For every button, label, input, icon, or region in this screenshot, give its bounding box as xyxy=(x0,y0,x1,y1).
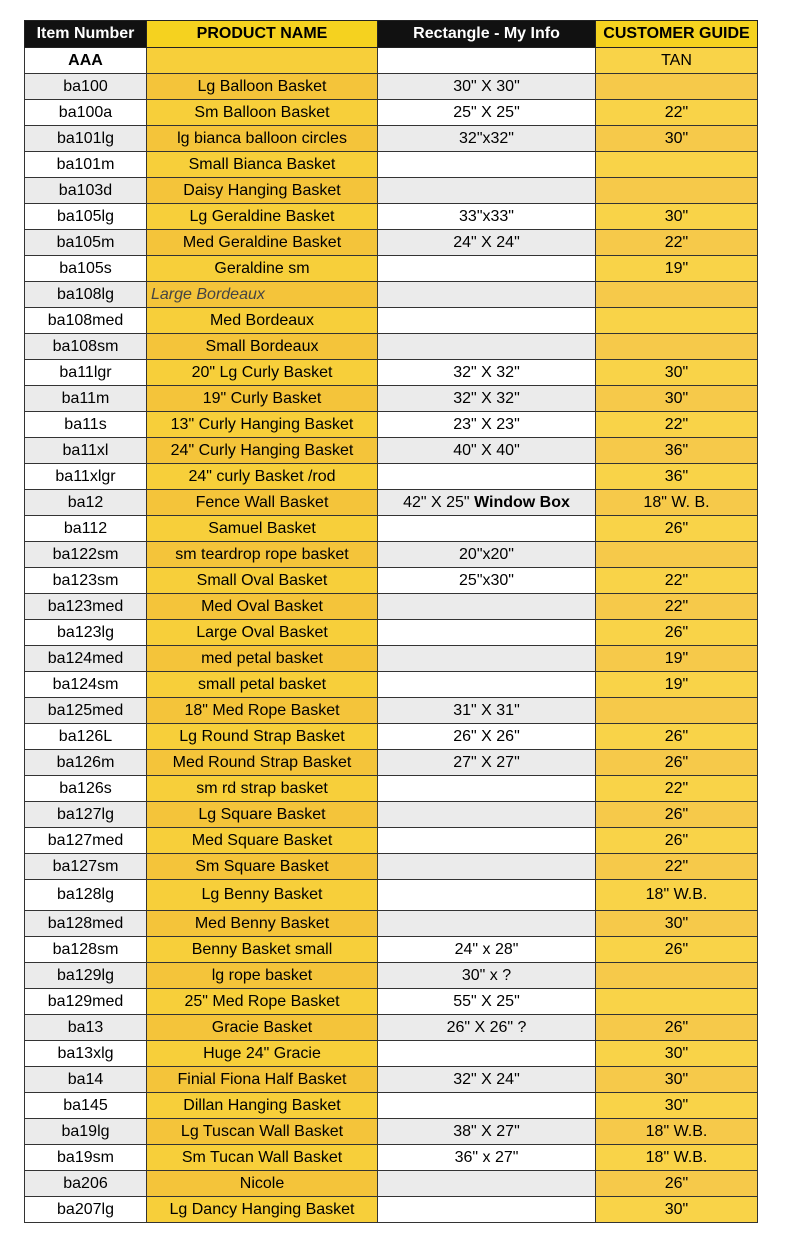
cell-item-number: ba13xlg xyxy=(25,1041,147,1067)
cell-item-number: ba124sm xyxy=(25,672,147,698)
header-row xyxy=(25,21,758,48)
table-row xyxy=(25,594,758,620)
cell-customer-guide: 30" xyxy=(596,911,758,937)
cell-item-number: ba127lg xyxy=(25,802,147,828)
cell-rectangle xyxy=(378,672,596,698)
cell-customer-guide: 26" xyxy=(596,1015,758,1041)
table-row xyxy=(25,750,758,776)
table-row xyxy=(25,360,758,386)
cell-product-name: 25" Med Rope Basket xyxy=(147,989,378,1015)
cell-item-number: ba108med xyxy=(25,308,147,334)
cell-rectangle xyxy=(378,256,596,282)
cell-product-name: Benny Basket small xyxy=(147,937,378,963)
table-row xyxy=(25,911,758,937)
cell-product-name: Lg Tuscan Wall Basket xyxy=(147,1119,378,1145)
cell-customer-guide: 19" xyxy=(596,646,758,672)
cell-customer-guide: 26" xyxy=(596,828,758,854)
table-row xyxy=(25,1015,758,1041)
cell-rectangle xyxy=(378,802,596,828)
cell-rectangle: 20"x20" xyxy=(378,542,596,568)
cell-product-name: Sm Tucan Wall Basket xyxy=(147,1145,378,1171)
table-row xyxy=(25,48,758,74)
cell-customer-guide: 30" xyxy=(596,204,758,230)
cell-rectangle: 32" X 24" xyxy=(378,1067,596,1093)
table-row xyxy=(25,542,758,568)
cell-product-name: Sm Balloon Basket xyxy=(147,100,378,126)
cell-customer-guide xyxy=(596,963,758,989)
cell-item-number: ba105lg xyxy=(25,204,147,230)
cell-rectangle: 40" X 40" xyxy=(378,438,596,464)
cell-item-number: ba13 xyxy=(25,1015,147,1041)
table-row xyxy=(25,1093,758,1119)
cell-rectangle: 55" X 25" xyxy=(378,989,596,1015)
cell-item-number: ba108sm xyxy=(25,334,147,360)
cell-customer-guide xyxy=(596,698,758,724)
cell-item-number: ba123lg xyxy=(25,620,147,646)
cell-customer-guide: 26" xyxy=(596,516,758,542)
cell-product-name: med petal basket xyxy=(147,646,378,672)
cell-product-name: Large Oval Basket xyxy=(147,620,378,646)
cell-item-number: ba123med xyxy=(25,594,147,620)
table-row xyxy=(25,438,758,464)
cell-rectangle: 25"x30" xyxy=(378,568,596,594)
cell-product-name: Nicole xyxy=(147,1171,378,1197)
cell-customer-guide: 26" xyxy=(596,802,758,828)
cell-customer-guide: 22" xyxy=(596,100,758,126)
cell-customer-guide: 26" xyxy=(596,1171,758,1197)
cell-customer-guide: 36" xyxy=(596,438,758,464)
cell-product-name: Dillan Hanging Basket xyxy=(147,1093,378,1119)
cell-rectangle xyxy=(378,1171,596,1197)
cell-customer-guide xyxy=(596,308,758,334)
header-customer-guide: CUSTOMER GUIDE xyxy=(596,21,758,48)
cell-item-number: ba125med xyxy=(25,698,147,724)
cell-rectangle xyxy=(378,464,596,490)
cell-product-name: Sm Square Basket xyxy=(147,854,378,880)
cell-item-number: ba11lgr xyxy=(25,360,147,386)
table-row xyxy=(25,386,758,412)
cell-product-name: Small Bianca Basket xyxy=(147,152,378,178)
cell-rectangle xyxy=(378,152,596,178)
cell-rectangle: 26" X 26" ? xyxy=(378,1015,596,1041)
cell-rectangle xyxy=(378,516,596,542)
table-row xyxy=(25,256,758,282)
cell-item-number: ba11s xyxy=(25,412,147,438)
cell-customer-guide: TAN xyxy=(596,48,758,74)
cell-customer-guide: 18" W.B. xyxy=(596,880,758,911)
cell-rectangle xyxy=(378,911,596,937)
cell-customer-guide: 30" xyxy=(596,360,758,386)
cell-rectangle xyxy=(378,490,596,516)
table-row xyxy=(25,204,758,230)
cell-customer-guide: 19" xyxy=(596,256,758,282)
cell-customer-guide: 30" xyxy=(596,126,758,152)
table-row xyxy=(25,178,758,204)
cell-rectangle xyxy=(378,880,596,911)
cell-product-name: small petal basket xyxy=(147,672,378,698)
cell-customer-guide xyxy=(596,152,758,178)
cell-product-name: 18" Med Rope Basket xyxy=(147,698,378,724)
cell-customer-guide xyxy=(596,989,758,1015)
cell-product-name: Daisy Hanging Basket xyxy=(147,178,378,204)
table-row xyxy=(25,828,758,854)
cell-item-number: AAA xyxy=(25,48,147,74)
cell-product-name: Samuel Basket xyxy=(147,516,378,542)
cell-customer-guide: 26" xyxy=(596,750,758,776)
table-row xyxy=(25,937,758,963)
cell-customer-guide: 36" xyxy=(596,464,758,490)
cell-item-number: ba103d xyxy=(25,178,147,204)
cell-rectangle: 26" X 26" xyxy=(378,724,596,750)
cell-product-name: Med Benny Basket xyxy=(147,911,378,937)
table-row xyxy=(25,100,758,126)
cell-rectangle xyxy=(378,178,596,204)
cell-rectangle xyxy=(378,620,596,646)
table-row xyxy=(25,620,758,646)
cell-customer-guide: 18" W.B. xyxy=(596,1119,758,1145)
table-row xyxy=(25,672,758,698)
cell-product-name: 24" curly Basket /rod xyxy=(147,464,378,490)
cell-rectangle xyxy=(378,854,596,880)
table-row xyxy=(25,1197,758,1223)
cell-rectangle xyxy=(378,1041,596,1067)
cell-rectangle xyxy=(378,308,596,334)
cell-item-number: ba122sm xyxy=(25,542,147,568)
cell-customer-guide: 30" xyxy=(596,1041,758,1067)
cell-product-name: Med Geraldine Basket xyxy=(147,230,378,256)
cell-product-name: Huge 24" Gracie xyxy=(147,1041,378,1067)
cell-customer-guide: 30" xyxy=(596,386,758,412)
cell-customer-guide xyxy=(596,282,758,308)
cell-item-number: ba14 xyxy=(25,1067,147,1093)
cell-item-number: ba19lg xyxy=(25,1119,147,1145)
cell-rectangle: 31" X 31" xyxy=(378,698,596,724)
cell-rectangle: 32" X 32" xyxy=(378,386,596,412)
cell-product-name: Lg Geraldine Basket xyxy=(147,204,378,230)
cell-item-number: ba112 xyxy=(25,516,147,542)
header-product-name: PRODUCT NAME xyxy=(147,21,378,48)
cell-customer-guide: 19" xyxy=(596,672,758,698)
cell-rectangle xyxy=(378,646,596,672)
cell-item-number: ba124med xyxy=(25,646,147,672)
cell-customer-guide: 18" W.B. xyxy=(596,1145,758,1171)
cell-item-number: ba129lg xyxy=(25,963,147,989)
table-row xyxy=(25,1119,758,1145)
table-body xyxy=(25,48,758,1223)
cell-item-number: ba129med xyxy=(25,989,147,1015)
cell-item-number: ba11xl xyxy=(25,438,147,464)
cell-item-number: ba101lg xyxy=(25,126,147,152)
cell-product-name: Geraldine sm xyxy=(147,256,378,282)
cell-item-number: ba108lg xyxy=(25,282,147,308)
cell-rectangle xyxy=(378,334,596,360)
cell-item-number: ba101m xyxy=(25,152,147,178)
cell-item-number: ba206 xyxy=(25,1171,147,1197)
cell-customer-guide xyxy=(596,178,758,204)
cell-rectangle: 32" X 32" xyxy=(378,360,596,386)
cell-item-number: ba11xlgr xyxy=(25,464,147,490)
cell-customer-guide: 30" xyxy=(596,1093,758,1119)
table-row xyxy=(25,568,758,594)
cell-rectangle xyxy=(378,828,596,854)
cell-item-number: ba11m xyxy=(25,386,147,412)
cell-product-name: Lg Benny Basket xyxy=(147,880,378,911)
cell-rectangle xyxy=(378,1197,596,1223)
cell-product-name: Lg Balloon Basket xyxy=(147,74,378,100)
table-row xyxy=(25,880,758,911)
cell-item-number: ba207lg xyxy=(25,1197,147,1223)
cell-rectangle xyxy=(378,282,596,308)
cell-item-number: ba126m xyxy=(25,750,147,776)
cell-rectangle: 23" X 23" xyxy=(378,412,596,438)
cell-customer-guide: 22" xyxy=(596,594,758,620)
table-row xyxy=(25,516,758,542)
table-row xyxy=(25,698,758,724)
table-row xyxy=(25,152,758,178)
cell-product-name: 13" Curly Hanging Basket xyxy=(147,412,378,438)
product-table-sheet xyxy=(24,20,757,1223)
cell-rectangle: 30" x ? xyxy=(378,963,596,989)
cell-rectangle xyxy=(378,1093,596,1119)
table-row xyxy=(25,308,758,334)
rectangle-size: 42" X 25" xyxy=(403,493,470,511)
cell-customer-guide: 30" xyxy=(596,1197,758,1223)
table-row xyxy=(25,724,758,750)
cell-product-name: Small Bordeaux xyxy=(147,334,378,360)
cell-rectangle: 30" X 30" xyxy=(378,74,596,100)
cell-product-name: Med Round Strap Basket xyxy=(147,750,378,776)
cell-item-number: ba105m xyxy=(25,230,147,256)
cell-product-name xyxy=(147,48,378,74)
cell-customer-guide xyxy=(596,542,758,568)
table-row xyxy=(25,334,758,360)
cell-item-number: ba19sm xyxy=(25,1145,147,1171)
cell-customer-guide: 30" xyxy=(596,1067,758,1093)
cell-rectangle xyxy=(378,594,596,620)
cell-product-name: lg bianca balloon circles xyxy=(147,126,378,152)
cell-rectangle: 25" X 25" xyxy=(378,100,596,126)
cell-customer-guide: 22" xyxy=(596,776,758,802)
cell-product-name: Fence Wall Basket xyxy=(147,490,378,516)
cell-item-number: ba126L xyxy=(25,724,147,750)
cell-customer-guide: 26" xyxy=(596,620,758,646)
table-row xyxy=(25,963,758,989)
table-row xyxy=(25,1171,758,1197)
cell-rectangle xyxy=(378,776,596,802)
cell-item-number: ba128med xyxy=(25,911,147,937)
table-row xyxy=(25,1041,758,1067)
table-row xyxy=(25,126,758,152)
cell-customer-guide: 22" xyxy=(596,412,758,438)
cell-product-name: 20" Lg Curly Basket xyxy=(147,360,378,386)
cell-item-number: ba145 xyxy=(25,1093,147,1119)
cell-product-name: Finial Fiona Half Basket xyxy=(147,1067,378,1093)
cell-item-number: ba128lg xyxy=(25,880,147,911)
cell-product-name: Lg Round Strap Basket xyxy=(147,724,378,750)
cell-item-number: ba126s xyxy=(25,776,147,802)
cell-rectangle: 24" X 24" xyxy=(378,230,596,256)
table-row xyxy=(25,490,758,516)
table-row xyxy=(25,412,758,438)
cell-product-name: Lg Dancy Hanging Basket xyxy=(147,1197,378,1223)
cell-customer-guide: 26" xyxy=(596,724,758,750)
cell-product-name: 24" Curly Hanging Basket xyxy=(147,438,378,464)
table-row xyxy=(25,776,758,802)
cell-product-name: lg rope basket xyxy=(147,963,378,989)
cell-product-name: 19" Curly Basket xyxy=(147,386,378,412)
cell-item-number: ba100a xyxy=(25,100,147,126)
cell-customer-guide: 22" xyxy=(596,230,758,256)
cell-customer-guide xyxy=(596,334,758,360)
cell-customer-guide: 22" xyxy=(596,854,758,880)
product-table xyxy=(24,20,758,1223)
cell-item-number: ba127sm xyxy=(25,854,147,880)
cell-product-name: Med Square Basket xyxy=(147,828,378,854)
cell-item-number: ba123sm xyxy=(25,568,147,594)
cell-rectangle: 32"x32" xyxy=(378,126,596,152)
cell-customer-guide xyxy=(596,74,758,100)
table-row xyxy=(25,802,758,828)
table-row xyxy=(25,1145,758,1171)
cell-rectangle xyxy=(378,48,596,74)
cell-rectangle: 38" X 27" xyxy=(378,1119,596,1145)
table-row xyxy=(25,1067,758,1093)
table-row xyxy=(25,230,758,256)
cell-product-name: Large Bordeaux xyxy=(147,282,378,308)
header-rectangle: Rectangle - My Info xyxy=(378,21,596,48)
cell-rectangle: 33"x33" xyxy=(378,204,596,230)
header-item-number: Item Number xyxy=(25,21,147,48)
table-row xyxy=(25,989,758,1015)
table-row xyxy=(25,282,758,308)
cell-product-name: Lg Square Basket xyxy=(147,802,378,828)
cell-rectangle: 27" X 27" xyxy=(378,750,596,776)
cell-product-name: Med Bordeaux xyxy=(147,308,378,334)
cell-customer-guide: 18" W. B. xyxy=(596,490,758,516)
cell-product-name: Med Oval Basket xyxy=(147,594,378,620)
table-row xyxy=(25,854,758,880)
cell-item-number: ba105s xyxy=(25,256,147,282)
cell-item-number: ba100 xyxy=(25,74,147,100)
cell-item-number: ba12 xyxy=(25,490,147,516)
rectangle-note: Window Box xyxy=(474,493,570,511)
cell-rectangle: 36" x 27" xyxy=(378,1145,596,1171)
cell-product-name: sm teardrop rope basket xyxy=(147,542,378,568)
cell-item-number: ba127med xyxy=(25,828,147,854)
cell-product-name: sm rd strap basket xyxy=(147,776,378,802)
cell-rectangle: 24" x 28" xyxy=(378,937,596,963)
cell-customer-guide: 22" xyxy=(596,568,758,594)
cell-item-number: ba128sm xyxy=(25,937,147,963)
table-row xyxy=(25,646,758,672)
cell-product-name: Small Oval Basket xyxy=(147,568,378,594)
cell-product-name: Gracie Basket xyxy=(147,1015,378,1041)
table-row xyxy=(25,464,758,490)
table-row xyxy=(25,74,758,100)
cell-customer-guide: 26" xyxy=(596,937,758,963)
